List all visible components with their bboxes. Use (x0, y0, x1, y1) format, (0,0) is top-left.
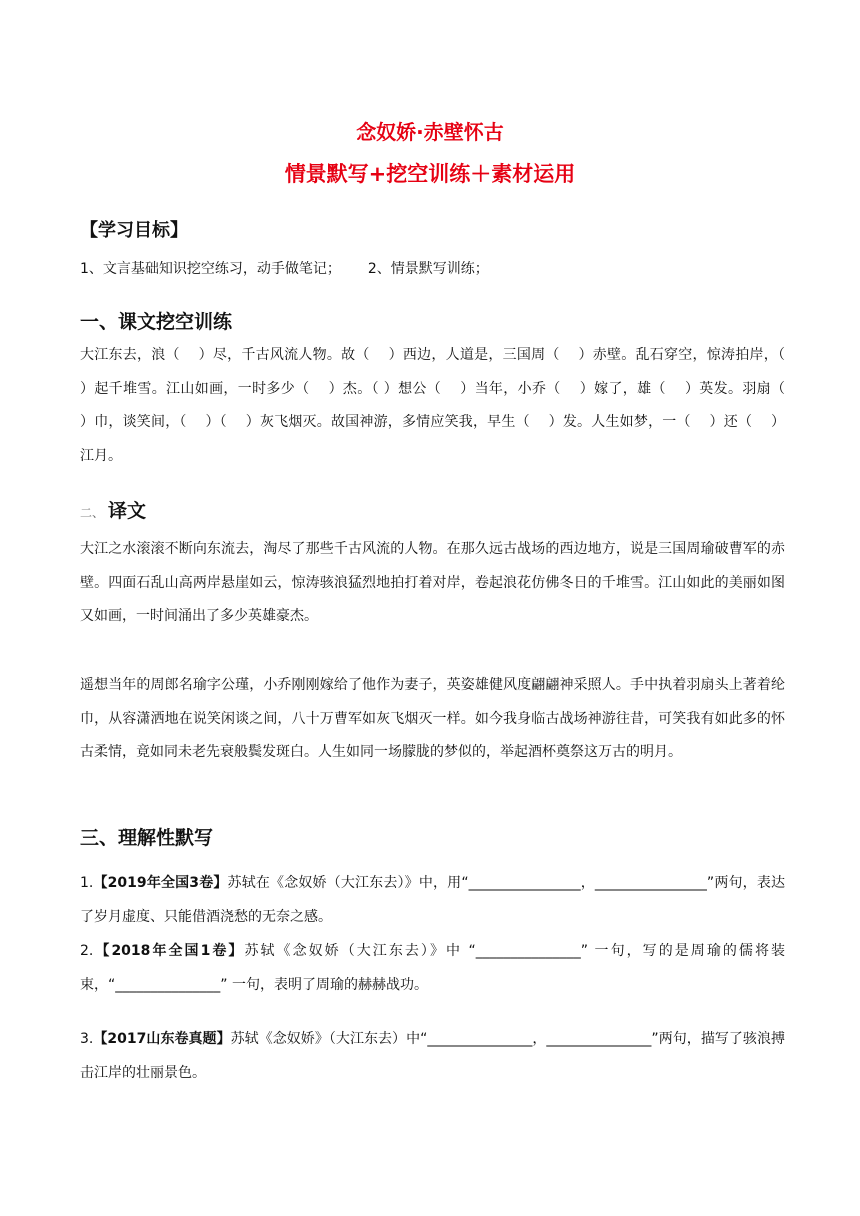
section-1-heading: 一、课文挖空训练 (80, 311, 233, 333)
question-source: 【2017山东卷真题】 (93, 1031, 231, 1047)
objectives-heading: 【学习目标】 (80, 220, 188, 241)
translation-paragraph-2: 遥想当年的周郎名瑜字公瑾，小乔刚刚嫁给了他作为妻子，英姿雄健风度翩翩神采照人。手中执着羽扇头上著着纶巾，从容潇洒地在说笑闲谈之间，八十万曹军如灰飞烟灭一样。如今我身临古战场神游往昔，可笑我有如此多的怀古柔情，竟如同未老先衰般鬓发斑白。人生如同一场朦胧的梦似的，举起酒杯奠祭这万古的明月。 (80, 677, 785, 760)
question-text: 苏轼在《念奴娇（大江东去）》中，用“________________，________________”两句，表达了岁月虚度、只能借酒浇愁的无奈之感。 (80, 875, 785, 925)
question-2 (80, 934, 785, 1002)
section-2-number: 二、 (80, 506, 105, 520)
question-number: 3. (80, 1031, 94, 1047)
objectives-list (80, 258, 489, 278)
question-number: 2. (80, 943, 94, 959)
document-subtitle: 情景默写+挖空训练＋素材运用 (284, 162, 576, 186)
objective-item-1: 1、文言基础知识挖空练习，动手做笔记； (80, 261, 341, 277)
question-text: 苏轼《念奴娇》（大江东去）中“_______________，_______________”两句，描写了骇浪搏击江岸的壮丽景色。 (80, 1031, 785, 1081)
section-2-title: 译文 (108, 500, 147, 522)
objective-item-2: 2、情景默写训练； (367, 261, 489, 277)
question-text: 苏轼《念奴娇（大江东去）》中 “_______________” 一句，写的是周瑜的儒将装束，“_______________” 一句，表明了周瑜的赫赫战功。 (80, 943, 785, 993)
question-1 (80, 866, 785, 934)
question-source: 【2018年全国1卷】 (93, 943, 245, 959)
document-title: 念奴娇·赤壁怀古 (356, 120, 504, 144)
section-3-heading: 三、理解性默写 (80, 827, 214, 849)
question-3 (80, 1022, 785, 1090)
translation-paragraph-1: 大江之水滚滚不断向东流去，淘尽了那些千古风流的人物。在那久远古战场的西边地方，说是三国周瑜破曹军的赤壁。四面石乱山高两岸悬崖如云，惊涛骇浪猛烈地拍打着对岸，卷起浪花仿佛冬日的千堆雪。江山如此的美丽如图又如画，一时间涌出了多少英雄豪杰。 (80, 541, 785, 624)
question-number: 1. (80, 875, 94, 891)
section-2-heading (80, 496, 146, 523)
question-source: 【2019年全国3卷】 (93, 875, 228, 891)
section-1-cloze-text: 大江东去，浪（ ）尽，千古风流人物。故（ ）西边，人道是，三国周（ ）赤壁。乱石穿空，惊涛拍岸，（ ）起千堆雪。江山如画，一时多少（ ）杰。（ ）想公（ ）当年，小乔（ ）嫁了，雄（ ）英发。羽扇（ ）巾，谈笑间，（ ）（ ）灰飞烟灭。故国神游，多情应笑我，早生（ ）发。人生如梦，一（ ）还（ ）江月。 (80, 347, 804, 464)
